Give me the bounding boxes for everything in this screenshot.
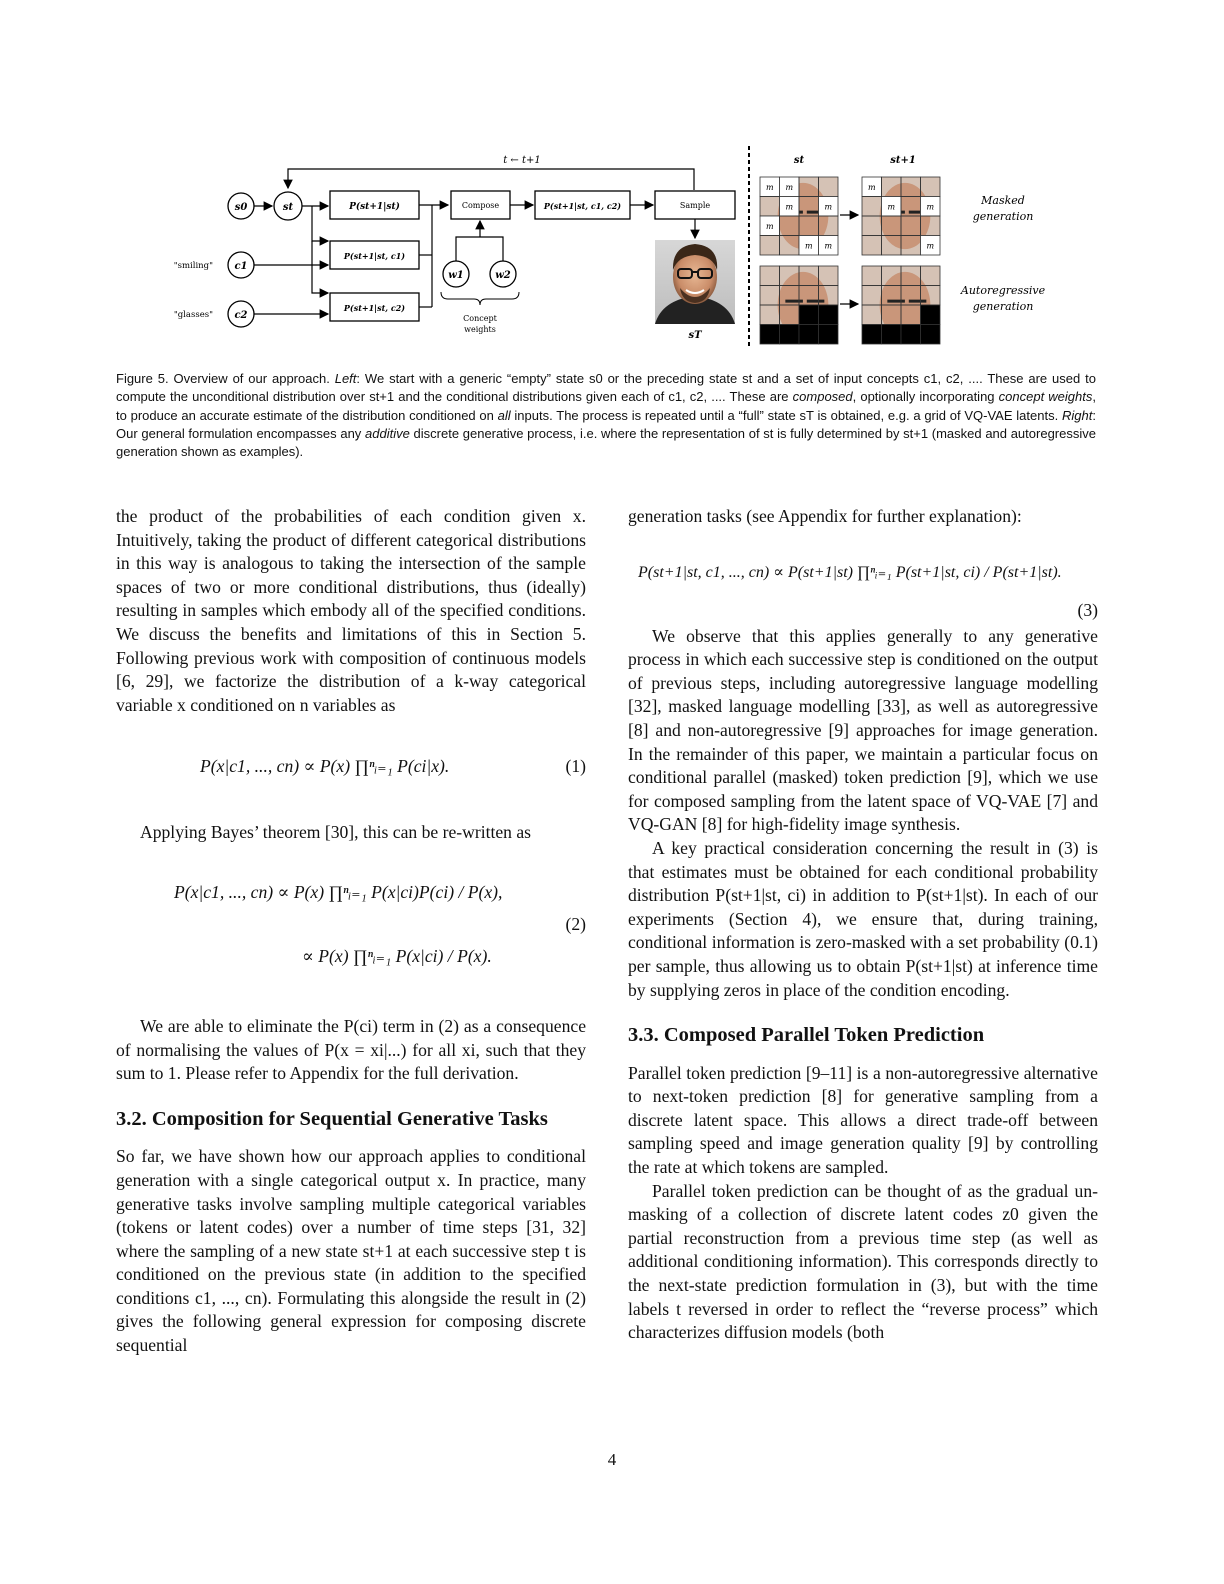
left-column: [116, 505, 586, 1358]
empty-cell: [819, 325, 839, 345]
mask-symbol: m: [926, 241, 935, 251]
empty-cell: [882, 325, 902, 345]
autoregressive-grid-st: [760, 266, 838, 344]
mask-symbol: m: [785, 182, 794, 192]
empty-cell: [760, 325, 780, 345]
box-compose: [451, 191, 510, 219]
equation-2: P(x|c1, ..., cn) ∝ P(x) ∏ⁿᵢ₌₁ P(x|ci)P(ci) / P(x), ∝ P(x) ∏ⁿᵢ₌₁ P(x|ci) / P(x). (2): [174, 881, 586, 966]
svg-text:Sample: Sample: [679, 201, 711, 210]
svg-text:Compose: Compose: [461, 201, 500, 210]
box-conditional-2: [330, 293, 419, 321]
svg-text:s0: s0: [234, 202, 248, 213]
generated-face-image: [655, 240, 735, 324]
svg-text:generation: generation: [972, 210, 1034, 223]
final-state-label: sT: [688, 330, 702, 341]
mask-symbol: m: [785, 202, 794, 212]
masked-grid-st1: [862, 177, 940, 255]
box-composed-distribution: [535, 191, 630, 219]
empty-cell: [819, 305, 839, 325]
glasses-label: "glasses": [173, 310, 213, 320]
mask-symbol: m: [765, 182, 774, 192]
figure-caption: Figure 5. Overview of our approach. Left: We start with a generic “empty” state s0 or the preceding state st and a set of input concepts c1, c2, .... These are used to compute the unconditional distribution over st+1 and the conditional distributions given each of c1, c2, .... These are composed, optionally incorporating concept weights, to produce an accurate estimate of the distribution conditioned on all inputs. The process is repeated until a “full” state sT is obtained, e.g. a grid of VQ-VAE latents. Right: Our general formulation encompasses any additive discrete generative process, i.e. where the representation of st is fully determined by st+1 (masked and autoregressive generation shown as examples).: [116, 371, 1096, 460]
svg-text:weights: weights: [464, 325, 496, 334]
box-sample: [655, 191, 735, 219]
page-number: 4: [607, 1450, 617, 1469]
mask-symbol: m: [804, 241, 813, 251]
svg-text:P(st+1|st): P(st+1|st): [349, 202, 400, 212]
paragraph: We are able to eliminate the P(ci) term in (2) as a consequence of normalising the values of P(x = xi|...) for all xi, such that they sum to 1. Please refer to Appendix for the full derivation.: [116, 1015, 586, 1084]
svg-text:P(st+1|st, c2): P(st+1|st, c2): [343, 303, 406, 313]
svg-text:generation: generation: [972, 300, 1034, 313]
svg-text:P(st+1|st, c1): P(st+1|st, c1): [343, 251, 406, 261]
empty-cell: [921, 325, 941, 345]
node-w2: [490, 261, 516, 287]
box-conditional-1: [330, 241, 419, 269]
equation-number: (3): [1077, 599, 1098, 620]
svg-text:w1: w1: [448, 270, 464, 281]
section-heading-3-2: 3.2. Composition for Sequential Generative Tasks: [116, 1107, 548, 1130]
svg-text:c2: c2: [234, 310, 248, 321]
equation-3: P(st+1|st, c1, ..., cn) ∝ P(st+1|st) ∏ⁿᵢ₌₁ P(st+1|st, ci) / P(st+1|st). (3): [628, 543, 1098, 621]
equation-number: (1): [565, 756, 586, 777]
equation-number: (2): [565, 913, 586, 934]
mask-symbol: m: [887, 202, 896, 212]
svg-text:w2: w2: [495, 270, 511, 281]
paragraph: Parallel token prediction [9–11] is a non-autoregressive alternative to next-token prediction [8] for generative sampling from a discrete latent space. This allows a direct trade-off between sampling speed and image generation quality [9] by controlling the rate at which tokens are sampled.: [628, 1062, 1098, 1178]
box-unconditional: [330, 191, 419, 219]
equation-1: P(x|c1, ..., cn) ∝ P(x) ∏ⁿᵢ₌₁ P(ci|x). (1): [116, 743, 586, 793]
paragraph: So far, we have shown how our approach applies to conditional generation with a single categorical output x. In practice, many generative tasks involve sampling multiple categorical variables (tokens or latent codes) over a number of time steps [31, 32] where the sampling of a new state st+1 at each successive step t is conditioned on the previous state (in addition to the specified conditions c1, ..., cn). Formulating this alongside the result in (2) gives the following general expression for composing discrete sequential: [116, 1146, 586, 1356]
empty-cell: [799, 305, 819, 325]
overview-figure: [0, 0, 1224, 360]
node-c1: [228, 252, 254, 278]
mask-symbol: m: [765, 221, 774, 231]
paragraph: Parallel token prediction can be thought of as the gradual un-masking of a collection of discrete latent codes z0 given the partial reconstruction from a previous time step (as well as additional conditioning information). This corresponds directly to the next-state prediction formulation in (3), but with the time labels t reversed in order to reflect the “reverse process” which characterizes diffusion models (both: [628, 1180, 1098, 1343]
node-c2: [228, 301, 254, 327]
empty-cell: [921, 305, 941, 325]
node-w1: [443, 261, 469, 287]
node-st: [274, 192, 302, 220]
state-st1-label: st+1: [890, 155, 916, 166]
autoregressive-generation-label: Autoregressive: [960, 284, 1046, 297]
mask-symbol: m: [926, 202, 935, 212]
masked-generation-label: Masked: [981, 194, 1025, 207]
right-column: [628, 505, 1098, 1345]
paragraph: the product of the probabilities of each condition given x. Intuitively, taking the product of different categorical distributions in this way is analogous to taking the intersection of the sample spaces of two or more conditional distributions, thus (ideally) resulting in samples which embody all of the specified conditions. We discuss the benefits and limitations of this in Section 5. Following previous work with composition of continuous models [6, 29], we factorize the distribution of a k-way categorical variable x conditioned on n variables as: [116, 506, 586, 715]
node-s0: [228, 193, 254, 219]
empty-cell: [799, 325, 819, 345]
empty-cell: [862, 325, 882, 345]
smiling-label: "smiling": [173, 261, 213, 271]
svg-text:st: st: [282, 202, 294, 213]
loop-label: t ← t+1: [503, 155, 541, 166]
state-st-label: st: [793, 155, 805, 166]
empty-cell: [780, 325, 800, 345]
paragraph: generation tasks (see Appendix for further explanation):: [628, 506, 1022, 526]
mask-symbol: m: [867, 182, 876, 192]
paragraph: We observe that this applies generally to any generative process in which each successive step is conditioned on the output of previous steps, including autoregressive language modelling [32], masked language modelling [33], as well as autoregressive [8] and non-autoregressive [9] approaches for image generation. In the remainder of this paper, we maintain a particular focus on conditional parallel (masked) token prediction [9], which we use for composed sampling from the latent space of VQ-VAE [7] and VQ-GAN [8] for high-fidelity image synthesis.: [628, 625, 1098, 835]
autoregressive-grid-st1: [862, 266, 940, 344]
paragraph: Applying Bayes’ theorem [30], this can be re-written as: [140, 822, 532, 843]
mask-symbol: m: [824, 202, 833, 212]
empty-cell: [901, 325, 921, 345]
section-heading-3-3: 3.3. Composed Parallel Token Prediction: [628, 1024, 985, 1047]
concept-weights-label: Concept: [463, 314, 497, 323]
paragraph: A key practical consideration concerning the result in (3) is that estimates must be obtained for each conditional probability distribution P(st+1|st, ci) in addition to P(st+1|st). In each of our experiments (Section 4), we ensure that, during training, conditional information is zero-masked with a set probability (0.1) per sample, thus allowing us to obtain P(st+1|st) at inference time by supplying zeros in place of the condition encoding.: [628, 837, 1098, 1000]
svg-text:c1: c1: [234, 261, 248, 272]
mask-symbol: m: [824, 241, 833, 251]
masked-grid-st: [760, 177, 838, 255]
svg-text:P(st+1|st, c1, c2): P(st+1|st, c1, c2): [543, 201, 622, 211]
